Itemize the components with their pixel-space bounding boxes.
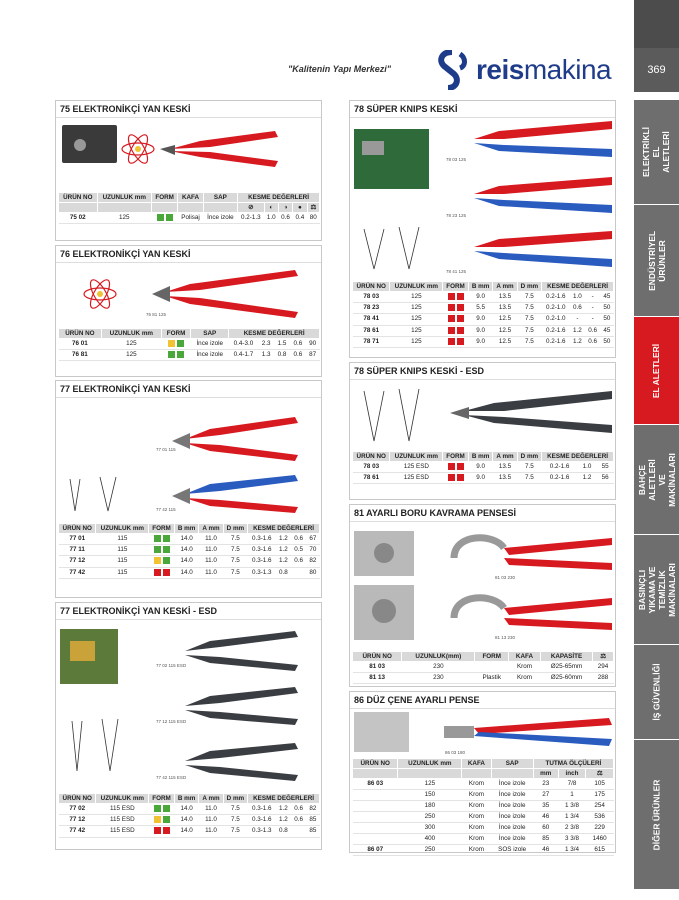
section-title: 76 ELEKTRONİKÇİ YAN KESKİ — [56, 246, 321, 263]
table-row: 77 12 115 14.0 11.0 7.5 0.3-1.6 1.2 0.6 82 — [59, 556, 320, 567]
sidebar-item-elektrikli[interactable]: ELEKTRİKLİ EL ALETLERİ — [634, 100, 679, 205]
section-title: 86 DÜZ ÇENE AYARLI PENSE — [350, 692, 615, 709]
table-row: 78 41 125 9.0 12.5 7.5 0.2-1.0 - - 50 — [353, 314, 614, 325]
pliers-image — [60, 264, 320, 324]
pliers-image — [354, 523, 614, 647]
table-row: 250 Krom İnce izole 46 1 3/4 536 — [353, 812, 614, 823]
section-78: 78 SÜPER KNIPS KESKİ 78 03 125 78 23 125 78 41 125 ÜRÜN NO UZUNLUK mm FORM B mm A mm D mm KESME DEĞERLERİ 78 03 125 9.0 13.5 7.5 0.2-1.6 1.0 - 45 78 23 125 5.5 13.5 7.5 0.2-1.0 0.6 - 50 78 41 125 9.0 12.5 7.5 0.2-1.0 - - 50 78 61 125 9.0 12.5 7.5 0.2-1.6 1.2 0.6 45 78 71 125 9.0 12.5 7.5 0.2-1.6 1.2 0.6 50 — [349, 100, 616, 358]
table-row: 75 02 125 Polisaj İnce izole 0.2-1.3 1.0 0.6 0.4 80 — [59, 213, 320, 224]
sidebar — [634, 100, 679, 890]
page-number: 369 — [634, 48, 679, 92]
table-row: 86 07 250 Krom SOS izole 46 1 3/4 615 — [353, 845, 614, 856]
section-76: 76 ELEKTRONİKÇİ YAN KESKİ 76 81 125 ÜRÜN NO UZUNLUK mm FORM SAP KESME DEĞERLERİ 76 01 125 İnce izole 0.4-3.0 2.3 1.5 0.6 90 76 81 125 İnce izole 0.4-1.7 1.3 0.8 0.6 87 — [55, 245, 322, 377]
section-title: 78 SÜPER KNIPS KESKİ - ESD — [350, 363, 615, 380]
sidebar-top — [634, 0, 679, 48]
table-row: 81 03 230 Krom Ø25-65mm 294 — [353, 662, 614, 673]
section-78-esd — [349, 362, 616, 500]
table-row: 86 03 125 Krom İnce izole 23 7/8 105 — [353, 779, 614, 790]
section-title: 78 SÜPER KNIPS KESKİ — [350, 101, 615, 118]
spec-table: ÜRÜN NO UZUNLUK mm FORM B mm A mm D mm KESME DEĞERLERİ 77 01 115 14.0 11.0 7.5 0.3-1.6 1.2 0.6 67 77 11 115 14.0 11.0 7.5 0.3-1.6 1.2 0.5 70 77 12 115 14.0 11.0 7.5 0.3-1.6 1.2 0.6 82 77 42 115 14.0 11.0 7.5 0.3-1.3 0.8 80 — [58, 523, 320, 579]
sidebar-item-is-guvenligi[interactable]: İŞ GÜVENLİĞİ — [634, 645, 679, 740]
table-row: 77 02 115 ESD 14.0 11.0 7.5 0.3-1.6 1.2 0.6 82 — [59, 804, 320, 815]
section-75 — [55, 100, 322, 241]
table-row: 77 11 115 14.0 11.0 7.5 0.3-1.6 1.2 0.5 70 — [59, 545, 320, 556]
section-title: 81 AYARLI BORU KAVRAMA PENSESİ — [350, 505, 615, 522]
sidebar-item-diger[interactable]: DİĞER ÜRÜNLER — [634, 740, 679, 890]
table-row: 150 Krom İnce izole 27 1 175 — [353, 790, 614, 801]
sidebar-item-endustriyel[interactable]: ENDÜSTRİYEL ÜRÜNLER — [634, 205, 679, 317]
pliers-image — [60, 399, 320, 517]
spec-table: ÜRÜN NO UZUNLUK(mm) FORM KAFA KAPASİTE ⚖ 81 03 230 Krom Ø25-65mm 294 81 13 230 Plastik Krom Ø25-60mm 288 — [352, 651, 614, 684]
pliers-image — [354, 381, 614, 447]
brand-logo-icon — [434, 50, 470, 90]
spec-table: ÜRÜN NO UZUNLUK mm FORM B mm A mm D mm KESME DEĞERLERİ 78 03 125 ESD 9.0 13.5 7.5 0.2-1.6 1.0 55 78 61 125 ESD 9.0 13.5 7.5 0.2-1.6 1.2 56 — [352, 451, 614, 484]
slogan: "Kalitenin Yapı Merkezi" — [288, 64, 392, 74]
table-row: 78 03 125 ESD 9.0 13.5 7.5 0.2-1.6 1.0 55 — [353, 462, 614, 473]
table-row: 78 23 125 5.5 13.5 7.5 0.2-1.0 0.6 - 50 — [353, 303, 614, 314]
section-77: 77 ELEKTRONİKÇİ YAN KESKİ 77 01 115 77 42 115 ÜRÜN NO UZUNLUK mm FORM B mm A mm D mm KESME DEĞERLERİ 77 01 115 14.0 11.0 7.5 0.3-1.6 1.2 0.6 67 77 11 115 14.0 11.0 7.5 0.3-1.6 1.2 0.5 70 77 12 115 14.0 11.0 7.5 0.3-1.6 1.2 0.6 82 77 42 115 14.0 11.0 7.5 0.3-1.3 0.8 80 — [55, 380, 322, 598]
section-title: 75 ELEKTRONİKÇİ YAN KESKİ — [56, 101, 321, 118]
table-row: 78 03 125 9.0 13.5 7.5 0.2-1.6 1.0 - 45 — [353, 292, 614, 303]
table-row: 78 61 125 9.0 12.5 7.5 0.2-1.6 1.2 0.6 45 — [353, 325, 614, 336]
brand-logo — [434, 50, 611, 90]
pliers-image — [354, 119, 614, 279]
section-title: 77 ELEKTRONİKÇİ YAN KESKİ — [56, 381, 321, 398]
sidebar-item-bahce[interactable]: BAHÇE ALETLERİ VE MAKİNALARI — [634, 425, 679, 535]
table-row: 300 Krom İnce izole 60 2 3/8 229 — [353, 823, 614, 834]
spec-table: ÜRÜN NO UZUNLUK mm FORM B mm A mm D mm KESME DEĞERLERİ 77 02 115 ESD 14.0 11.0 7.5 0.3-1.6 1.2 0.6 82 77 12 115 ESD 14.0 11.0 7.5 0.3-1.6 1.2 0.6 85 77 42 115 ESD 14.0 11.0 7.5 0.3-1.3 0.8 85 — [58, 793, 320, 838]
pliers-image — [60, 621, 320, 789]
spec-table: ÜRÜN NO UZUNLUK mm FORM B mm A mm D mm KESME DEĞERLERİ 78 03 125 9.0 13.5 7.5 0.2-1.6 1.0 - 45 78 23 125 5.5 13.5 7.5 0.2-1.0 0.6 - 50 78 41 125 9.0 12.5 7.5 0.2-1.0 - - 50 78 61 125 9.0 12.5 7.5 0.2-1.6 1.2 0.6 45 78 71 125 9.0 12.5 7.5 0.2-1.6 1.2 0.6 50 — [352, 281, 614, 348]
section-86: 86 DÜZ ÇENE AYARLI PENSE 86 03 180 ÜRÜN NO UZUNLUK mm KAFA SAP TUTMA ÖLÇÜLERİ mm inch ⚖ 86 03 125 Krom İnce izole 23 7/8 105 150 Krom İnce izole 27 1 175 180 Krom İnce izole 35 1 3/8 254 250 Krom İnce izole 46 1 3/4 536 300 Krom İnce izole 60 2 3/8 229 400 Krom İnce izole 85 3 3/8 1460 86 07 250 Krom SOS izole 46 1 3/4 615 — [349, 691, 616, 853]
spec-table: ÜRÜN NO UZUNLUK mm KAFA SAP TUTMA ÖLÇÜLERİ mm inch ⚖ 86 03 125 Krom İnce izole 23 7/8 105 150 Krom İnce izole 27 1 175 180 Krom İnce izole 35 1 3/8 254 250 Krom İnce izole 46 1 3/4 536 300 Krom İnce izole 60 2 3/8 229 400 Krom İnce izole 85 3 3/8 1460 86 07 250 Krom SOS izole 46 1 3/4 615 — [352, 758, 614, 856]
sidebar-item-basincli[interactable]: BASINÇLI YIKAMA VE TEMİZLİK MAKİNALARI — [634, 535, 679, 645]
section-title: 77 ELEKTRONİKÇİ YAN KESKİ - ESD — [56, 603, 321, 620]
table-row: 78 61 125 ESD 9.0 13.5 7.5 0.2-1.6 1.2 56 — [353, 473, 614, 484]
sidebar-item-el-aletleri[interactable]: EL ALETLERİ — [634, 317, 679, 425]
pliers-image — [60, 119, 320, 189]
spec-table: ÜRÜN NO UZUNLUK mm FORM KAFA SAP KESME DEĞERLERİ ⊘ ◐ ◑ ● ⚖ 75 02 125 Polisaj İnce izole 0.2-1.3 1.0 0.6 0.4 80 — [58, 192, 320, 224]
table-row: 77 42 115 ESD 14.0 11.0 7.5 0.3-1.3 0.8 85 — [59, 826, 320, 837]
spec-table: ÜRÜN NO UZUNLUK mm FORM SAP KESME DEĞERLERİ 76 01 125 İnce izole 0.4-3.0 2.3 1.5 0.6 90 76 81 125 İnce izole 0.4-1.7 1.3 0.8 0.6 87 — [58, 328, 320, 361]
table-row: 180 Krom İnce izole 35 1 3/8 254 — [353, 801, 614, 812]
table-row: 400 Krom İnce izole 85 3 3/8 1460 — [353, 834, 614, 845]
table-row: 76 01 125 İnce izole 0.4-3.0 2.3 1.5 0.6 90 — [59, 339, 320, 350]
table-row: 76 81 125 İnce izole 0.4-1.7 1.3 0.8 0.6 87 — [59, 350, 320, 361]
section-77-esd: 77 ELEKTRONİKÇİ YAN KESKİ - ESD 77 02 115 ESD 77 12 115 ESD 77 42 115 ESD ÜRÜN NO UZUNLUK mm FORM B mm A mm D mm KESME DEĞERLERİ 77 02 115 ESD 14.0 11.0 7.5 0.3-1.6 1.2 0.6 82 77 12 115 ESD 14.0 11.0 7.5 0.3-1.6 1.2 0.6 85 77 42 115 ESD 14.0 11.0 7.5 0.3-1.3 0.8 85 — [55, 602, 322, 850]
pliers-image — [354, 710, 614, 756]
page-header — [0, 0, 679, 100]
table-row: 77 12 115 ESD 14.0 11.0 7.5 0.3-1.6 1.2 0.6 85 — [59, 815, 320, 826]
section-81: 81 AYARLI BORU KAVRAMA PENSESİ 81 03 230 81 13 230 ÜRÜN NO UZUNLUK(mm) FORM KAFA KAPASİTE ⚖ 81 03 230 Krom Ø25-65mm 294 81 13 230 Plastik Krom Ø25-60mm 288 — [349, 504, 616, 687]
brand-name: reismakina — [476, 54, 612, 85]
table-row: 77 01 115 14.0 11.0 7.5 0.3-1.6 1.2 0.6 67 — [59, 534, 320, 545]
table-row: 78 71 125 9.0 12.5 7.5 0.2-1.6 1.2 0.6 50 — [353, 336, 614, 347]
table-row: 77 42 115 14.0 11.0 7.5 0.3-1.3 0.8 80 — [59, 567, 320, 578]
table-row: 81 13 230 Plastik Krom Ø25-60mm 288 — [353, 673, 614, 684]
form-icon — [157, 214, 173, 221]
